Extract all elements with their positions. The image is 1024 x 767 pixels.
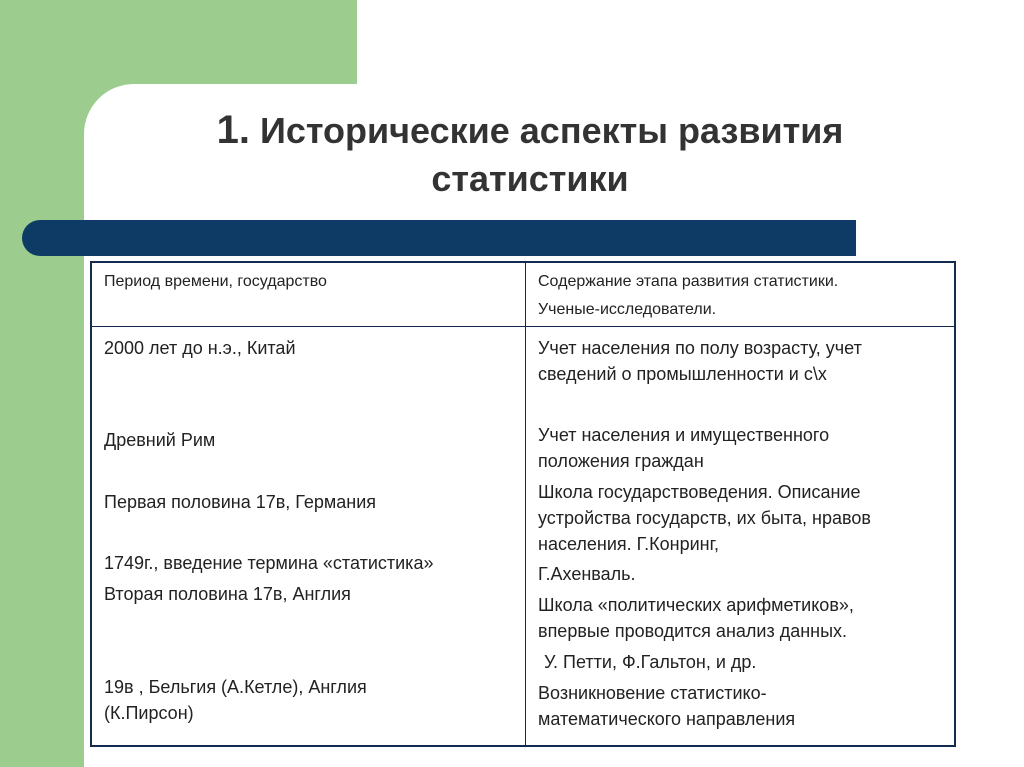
header-period: Период времени, государство <box>104 273 327 290</box>
slide-title <box>130 106 930 203</box>
period-germany: Первая половина 17в, Германия <box>104 492 377 512</box>
content-germany-line3: населения. Г.Конринг, <box>538 534 719 554</box>
content-achenwall: Г.Ахенваль. <box>538 564 636 584</box>
header-content-line1: Содержание этапа развития статистики. <box>538 273 839 290</box>
period-china: 2000 лет до н.э., Китай <box>104 338 296 358</box>
content-england-line3: У. Петти, Ф.Гальтон, и др. <box>544 652 757 672</box>
column-divider <box>525 263 526 745</box>
content-germany-line2: устройства государств, их быта, нравов <box>538 508 871 528</box>
content-germany-line1: Школа государствоведения. Описание <box>538 482 861 502</box>
content-england-line2: впервые проводится анализ данных. <box>538 621 848 641</box>
title-line-1 <box>130 106 930 155</box>
content-china-line1: Учет населения по полу возрасту, учет <box>538 338 862 358</box>
title-number: 1. <box>216 108 250 152</box>
period-england: Вторая половина 17в, Англия <box>104 584 351 604</box>
content-england-line1: Школа «политических арифметиков», <box>538 595 854 615</box>
period-19c-line1: 19в , Бельгия (А.Кетле), Англия <box>104 677 367 697</box>
header-divider <box>92 326 954 327</box>
content-19c-line2: математического направления <box>538 709 796 729</box>
content-19c-line1: Возникновение статистико- <box>538 683 767 703</box>
content-china-line2: сведений о промышленности и с\х <box>538 364 827 384</box>
title-line-2: статистики <box>431 158 629 199</box>
period-rome: Древний Рим <box>104 430 216 450</box>
content-rome-line1: Учет населения и имущественного <box>538 425 830 445</box>
header-content-line2: Ученые-исследователи. <box>538 301 717 318</box>
history-table <box>90 261 956 747</box>
accent-bar <box>22 220 856 256</box>
title-text-1: Исторические аспекты развития <box>259 110 844 151</box>
period-19c-line2: (К.Пирсон) <box>104 703 194 723</box>
content-rome-line2: положения граждан <box>538 451 704 471</box>
period-term-statistics: 1749г., введение термина «статистика» <box>104 553 434 573</box>
